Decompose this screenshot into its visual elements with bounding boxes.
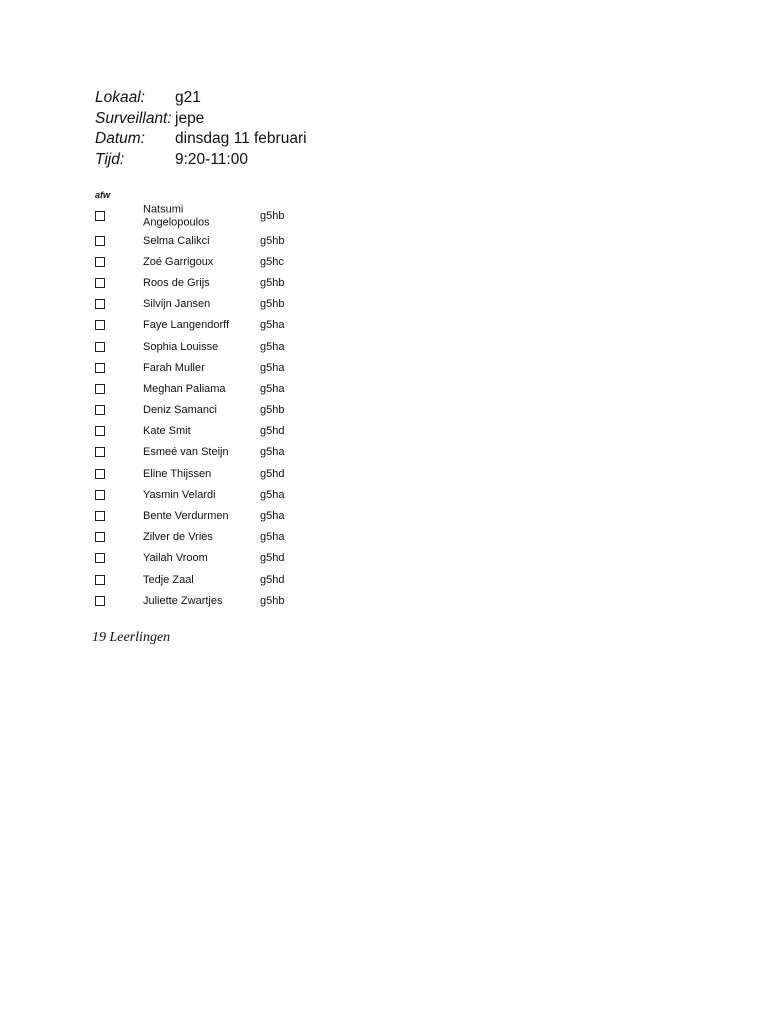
surveillant-value: jepe bbox=[175, 109, 205, 127]
student-name: Meghan Paliama bbox=[143, 382, 226, 395]
info-row-lokaal bbox=[95, 88, 307, 109]
student-name: Silvijn Jansen bbox=[143, 297, 211, 310]
absent-checkbox[interactable] bbox=[95, 236, 105, 246]
student-class: g5hd bbox=[260, 552, 285, 565]
info-row-surveillant bbox=[95, 109, 307, 130]
student-class: g5hb bbox=[260, 403, 285, 416]
student-class: g5hb bbox=[260, 594, 285, 607]
student-name: Zoé Garrigoux bbox=[143, 255, 214, 268]
student-name: Esmeé van Steijn bbox=[143, 446, 229, 459]
absent-checkbox[interactable] bbox=[95, 384, 105, 394]
student-class: g5hd bbox=[260, 425, 285, 438]
absent-checkbox[interactable] bbox=[95, 405, 105, 415]
absent-checkbox[interactable] bbox=[95, 278, 105, 288]
student-class: g5ha bbox=[260, 446, 285, 459]
student-name: Selma Calikci bbox=[143, 234, 210, 247]
student-name: Deniz Samanci bbox=[143, 403, 217, 416]
info-row-datum bbox=[95, 129, 307, 150]
absent-checkbox[interactable] bbox=[95, 320, 105, 330]
student-name: Farah Muller bbox=[143, 361, 205, 374]
student-name: Natsumi Angelopoulos bbox=[143, 203, 210, 228]
student-class: g5hb bbox=[260, 234, 285, 247]
datum-label: Datum: bbox=[95, 130, 145, 147]
student-name: Bente Verdurmen bbox=[143, 509, 229, 522]
student-class: g5hc bbox=[260, 255, 284, 268]
student-name: Roos de Grijs bbox=[143, 276, 210, 289]
student-class: g5ha bbox=[260, 319, 285, 332]
absent-checkbox[interactable] bbox=[95, 426, 105, 436]
student-name: Kate Smit bbox=[143, 425, 191, 438]
student-name: Zilver de Vries bbox=[143, 530, 213, 543]
absent-checkbox[interactable] bbox=[95, 490, 105, 500]
absent-checkbox[interactable] bbox=[95, 211, 105, 221]
tijd-label: Tijd: bbox=[95, 150, 125, 168]
student-class: g5hb bbox=[260, 276, 285, 289]
student-name: Yasmin Velardi bbox=[143, 488, 216, 501]
absent-checkbox[interactable] bbox=[95, 596, 105, 606]
student-class: g5ha bbox=[260, 488, 285, 501]
absent-checkbox[interactable] bbox=[95, 553, 105, 563]
student-class: g5ha bbox=[260, 509, 285, 522]
surveillant-label: Surveillant: bbox=[95, 109, 172, 127]
exam-info-header bbox=[95, 88, 307, 170]
student-name: Faye Langendorff bbox=[143, 319, 230, 332]
absent-checkbox[interactable] bbox=[95, 299, 105, 309]
tijd-value: 9:20-11:00 bbox=[175, 150, 248, 168]
student-name: Sophia Louisse bbox=[143, 340, 219, 353]
absent-column-header: afw bbox=[95, 190, 111, 200]
info-row-tijd bbox=[95, 150, 307, 171]
student-class: g5hb bbox=[260, 209, 285, 222]
lokaal-value: g21 bbox=[175, 89, 201, 106]
absent-checkbox[interactable] bbox=[95, 575, 105, 585]
absent-checkbox[interactable] bbox=[95, 532, 105, 542]
student-class: g5ha bbox=[260, 340, 285, 353]
absent-checkbox[interactable] bbox=[95, 447, 105, 457]
student-name: Yailah Vroom bbox=[143, 552, 208, 565]
student-name: Juliette Zwartjes bbox=[143, 594, 223, 607]
student-count: 19 Leerlingen bbox=[92, 630, 171, 645]
datum-value: dinsdag 11 februari bbox=[175, 130, 307, 147]
student-name: Tedje Zaal bbox=[143, 573, 194, 586]
student-name: Eline Thijssen bbox=[143, 467, 212, 480]
absent-checkbox[interactable] bbox=[95, 469, 105, 479]
lokaal-label: Lokaal: bbox=[95, 89, 145, 106]
absent-checkbox[interactable] bbox=[95, 363, 105, 373]
absent-checkbox[interactable] bbox=[95, 342, 105, 352]
absent-checkbox[interactable] bbox=[95, 511, 105, 521]
student-class: g5hb bbox=[260, 297, 285, 310]
absent-checkbox[interactable] bbox=[95, 257, 105, 267]
student-class: g5ha bbox=[260, 382, 285, 395]
student-class: g5hd bbox=[260, 573, 285, 586]
student-class: g5ha bbox=[260, 361, 285, 374]
student-class: g5hd bbox=[260, 467, 285, 480]
student-class: g5ha bbox=[260, 530, 285, 543]
